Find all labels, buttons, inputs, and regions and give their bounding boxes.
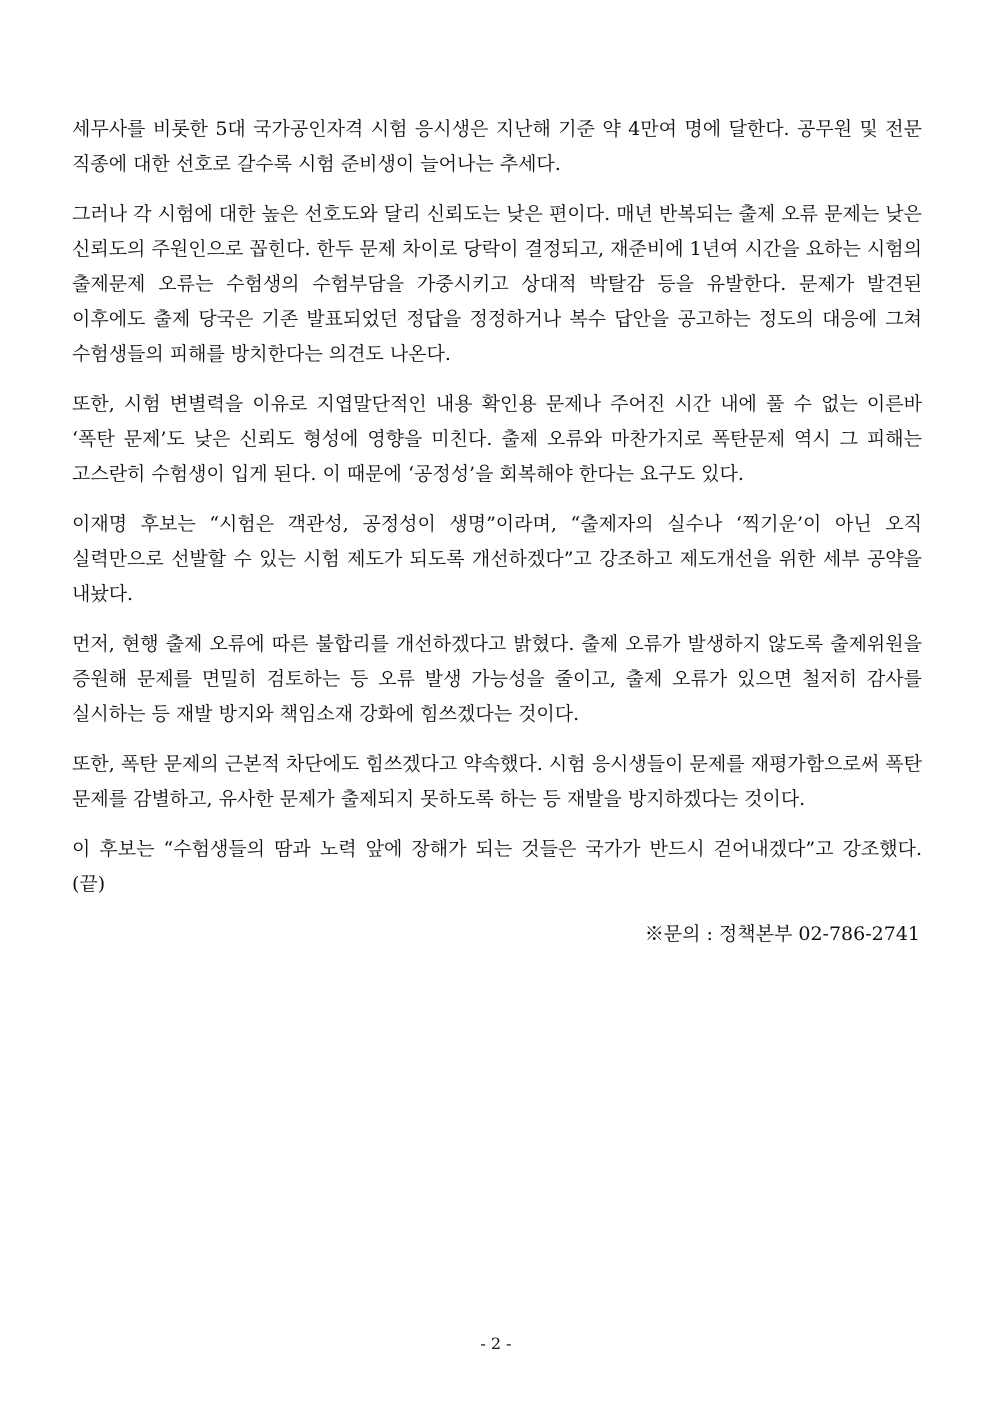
- paragraph-bomb-questions: 또한, 시험 변별력을 이유로 지엽말단적인 내용 확인용 문제나 주어진 시간 내에 풀 수 없는 이른바 ‘폭탄 문제’도 낮은 신뢰도 형성에 영향을 미친다. 출제 오류와 마찬가지로 폭탄문제 역시 그 피해는 고스란히 수험생이 입게 된다. 이 때문에 ‘공정성’을 회복해야 한다는 요구도 있다.: [72, 393, 922, 485]
- inquiry-contact: ※문의 : 정책본부 02-786-2741: [644, 923, 920, 945]
- page-number: - 2 -: [480, 1334, 512, 1353]
- paragraph-applicants: 세무사를 비롯한 5대 국가공인자격 시험 응시생은 지난해 기준 약 4만여 명에 달한다. 공무원 및 전문 직종에 대한 선호로 갈수록 시험 준비생이 늘어나는 추세다.: [72, 118, 922, 175]
- document-body: [72, 112, 922, 952]
- paragraph-bomb-prevention: 또한, 폭탄 문제의 근본적 차단에도 힘쓰겠다고 약속했다. 시험 응시생들이 문제를 재평가함으로써 폭탄 문제를 감별하고, 유사한 문제가 출제되지 못하도록 하는 등 재발을 방지하겠다는 것이다.: [72, 753, 922, 810]
- paragraph-candidate-quote: 이재명 후보는 “시험은 객관성, 공정성이 생명”이라며, “출제자의 실수나 ‘찍기운’이 아닌 오직 실력만으로 선발할 수 있는 시험 제도가 되도록 개선하겠다”고 강조하고 제도개선을 위한 세부 공약을 내놨다.: [72, 513, 922, 605]
- paragraph-error-improvement: 먼저, 현행 출제 오류에 따른 불합리를 개선하겠다고 밝혔다. 출제 오류가 발생하지 않도록 출제위원을 증원해 문제를 면밀히 검토하는 등 오류 발생 가능성을 줄이고, 출제 오류가 있으면 철저히 감사를 실시하는 등 재발 방지와 책임소재 강화에 힘쓰겠다는 것이다.: [72, 633, 922, 725]
- paragraph-reliability: 그러나 각 시험에 대한 높은 선호도와 달리 신뢰도는 낮은 편이다. 매년 반복되는 출제 오류 문제는 낮은 신뢰도의 주원인으로 꼽힌다. 한두 문제 차이로 당락이 결정되고, 재준비에 1년여 시간을 요하는 시험의 출제문제 오류는 수험생의 수험부담을 가중시키고 상대적 박탈감 등을 유발한다. 문제가 발견된 이후에도 출제 당국은 기존 발표되었던 정답을 정정하거나 복수 답안을 공고하는 정도의 대응에 그쳐 수험생들의 피해를 방치한다는 의견도 나온다.: [72, 203, 922, 365]
- paragraph-closing: 이 후보는 “수험생들의 땀과 노력 앞에 장해가 되는 것들은 국가가 반드시 걷어내겠다”고 강조했다. (끝): [72, 838, 922, 895]
